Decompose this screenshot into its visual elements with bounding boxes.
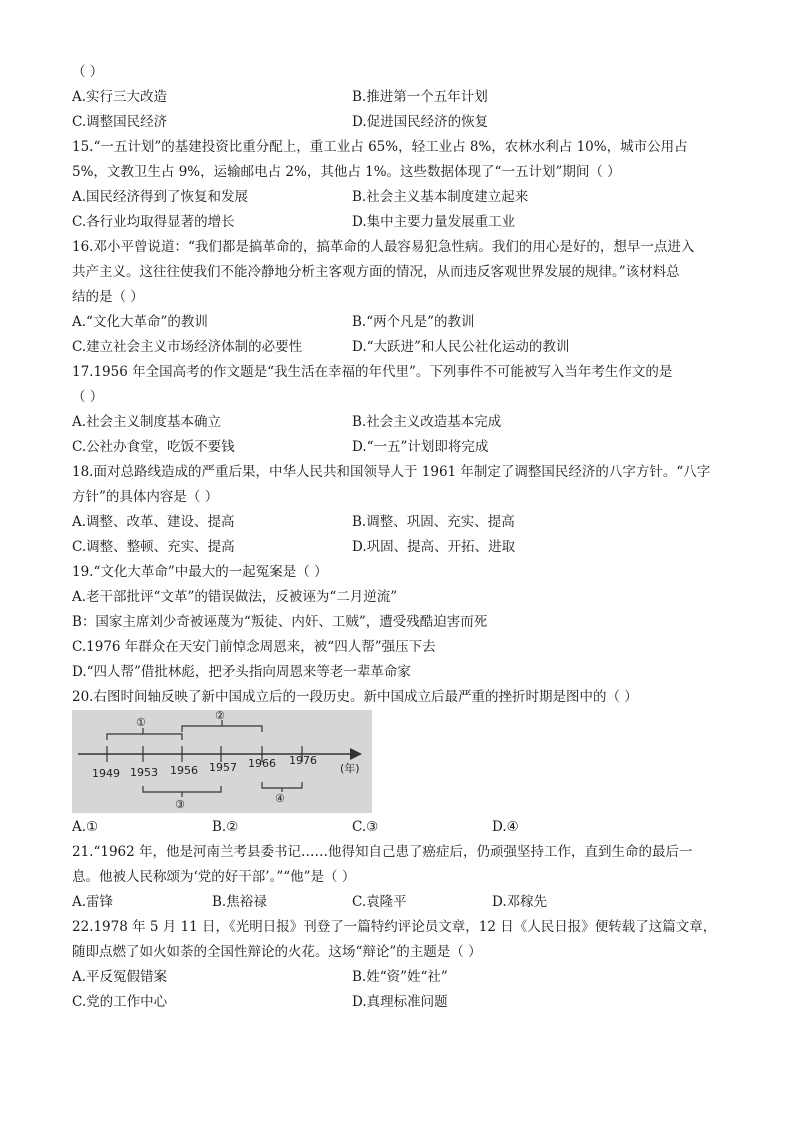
q21-stem-line1: 21.“1962 年，他是河南兰考县委书记……他得知自己患了癌症后，仍顽强坚持工作，直到生命的最后一 [72,844,693,860]
year-1966: 1966 [248,757,276,770]
q22-option-a: A.平反冤假错案 [72,969,168,985]
q18-option-b: B.调整、巩固、充实、提高 [352,514,515,530]
q16-stem-line2: 共产主义。这往往使我们不能冷静地分析主客观方面的情况，从而违反客观世界发展的规律。”该材料总 [72,264,680,280]
q14-option-c: C.调整国民经济 [72,114,168,130]
q15-option-c: C.各行业均取得显著的增长 [72,214,235,230]
q15-option-a: A.国民经济得到了恢复和发展 [72,189,249,205]
year-1976: 1976 [289,754,317,767]
q16-option-c: C.建立社会主义市场经济体制的必要性 [72,339,303,355]
year-1957: 1957 [209,761,237,774]
q14-option-d: D.促进国民经济的恢复 [352,114,489,130]
bracket-4 [262,782,302,788]
q14-option-a: A.实行三大改造 [72,89,168,105]
q21-option-d: D.邓稼先 [492,894,548,910]
q19-option-d: D.“四人帮”借批林彪，把矛头指向周恩来等老一辈革命家 [72,664,411,680]
q18-stem-line1: 18.面对总路线造成的严重后果，中华人民共和国领导人于 1961 年制定了调整国民经济的八字方针。“八字 [72,464,711,480]
q20-option-c: C.③ [352,819,379,835]
q17-option-b: B.社会主义改造基本完成 [352,414,502,430]
q15-stem-line2: 5%，文教卫生占 9%，运输邮电占 2%，其他占 1%。这些数据体现了“一五计划”期间（ ） [72,164,621,180]
q16-option-a: A.“文化大革命”的教训 [72,314,208,330]
bracket-2 [182,726,262,732]
q15-option-b: B.社会主义基本制度建立起来 [352,189,529,205]
q15-option-d: D.集中主要力量发展重工业 [352,214,516,230]
q18-option-c: C.调整、整顿、充实、提高 [72,539,235,555]
mark-4: ④ [275,792,285,805]
q16-stem-line1: 16.邓小平曾说道：“我们都是搞革命的，搞革命的人最容易犯急性病。我们的用心是好的，想早一点进入 [72,239,695,255]
q19-option-a: A.老干部批评“文革”的错误做法，反被诬为“二月逆流” [72,589,398,605]
q17-option-a: A.社会主义制度基本确立 [72,414,222,430]
q15-stem-line1: 15.“一五计划”的基建投资比重分配上，重工业占 65%，轻工业占 8%，农林水利占 10%，城市公用占 [72,139,688,155]
year-1956: 1956 [170,764,198,777]
q19-stem-line1: 19.“文化大革命”中最大的一起冤案是（ ） [72,564,328,580]
q17-option-c: C.公社办食堂，吃饭不要钱 [72,439,235,455]
q18-option-a: A.调整、改革、建设、提高 [72,514,235,530]
year-1953: 1953 [130,766,158,779]
q20-option-d: D.④ [492,819,519,835]
q21-stem-line2: 息。他被人民称颂为‘党的好干部’。”“他”是（ ） [72,869,356,885]
q17-stem-line2: （ ） [72,389,104,405]
mark-2: ② [215,710,225,722]
q21-option-c: C.袁隆平 [352,894,407,910]
q14-option-b: B.推进第一个五年计划 [352,89,488,105]
bracket-3 [143,786,221,792]
q22-option-c: C.党的工作中心 [72,994,168,1010]
q17-option-d: D.“一五”计划即将完成 [352,439,489,455]
mark-1: ① [136,716,146,729]
q18-stem-line2: 方针”的具体内容是（ ） [72,489,219,505]
year-unit: (年) [340,762,360,775]
q19-option-b: B：国家主席刘少奇被诬蔑为“叛徒、内奸、工贼”，遭受残酷迫害而死 [72,614,488,630]
q22-option-b: B.姓“资”姓“社” [352,969,448,985]
q22-stem-line2: 随即点燃了如火如荼的全国性辩论的火花。这场“辩论”的主题是（ ） [72,944,482,960]
q20-option-b: B.② [212,819,239,835]
q17-stem-line1: 17.1956 年全国高考的作文题是“我生活在幸福的年代里”。下列事件不可能被写入当年考生作文的是 [72,364,673,380]
q21-option-b: B.焦裕禄 [212,894,267,910]
q21-option-a: A.雷锋 [72,894,114,910]
year-1949: 1949 [92,767,120,780]
bracket-1 [107,734,182,740]
q19-option-c: C.1976 年群众在天安门前悼念周恩来，被“四人帮”强压下去 [72,639,436,655]
mark-3: ③ [175,798,185,811]
q16-stem-line3: 结的是（ ） [72,289,144,305]
q14-stem-tail: （ ） [72,64,104,80]
q16-option-d: D.“大跃进”和人民公社化运动的教训 [352,339,570,355]
q22-stem-line1: 22.1978 年 5 月 11 日，《光明日报》刊登了一篇特约评论员文章，12 日《人民日报》便转载了这篇文章， [72,919,717,935]
timeline-arrow [350,748,362,760]
q18-option-d: D.巩固、提高、开拓、进取 [352,539,516,555]
q20-option-a: A.① [72,819,99,835]
timeline-svg [72,710,372,813]
timeline-figure [72,710,372,813]
q16-option-b: B.“两个凡是”的教训 [352,314,475,330]
q20-stem-line1: 20.右图时间轴反映了新中国成立后的一段历史。新中国成立后最严重的挫折时期是图中的（ ） [72,689,638,705]
q22-option-d: D.真理标准问题 [352,994,448,1010]
